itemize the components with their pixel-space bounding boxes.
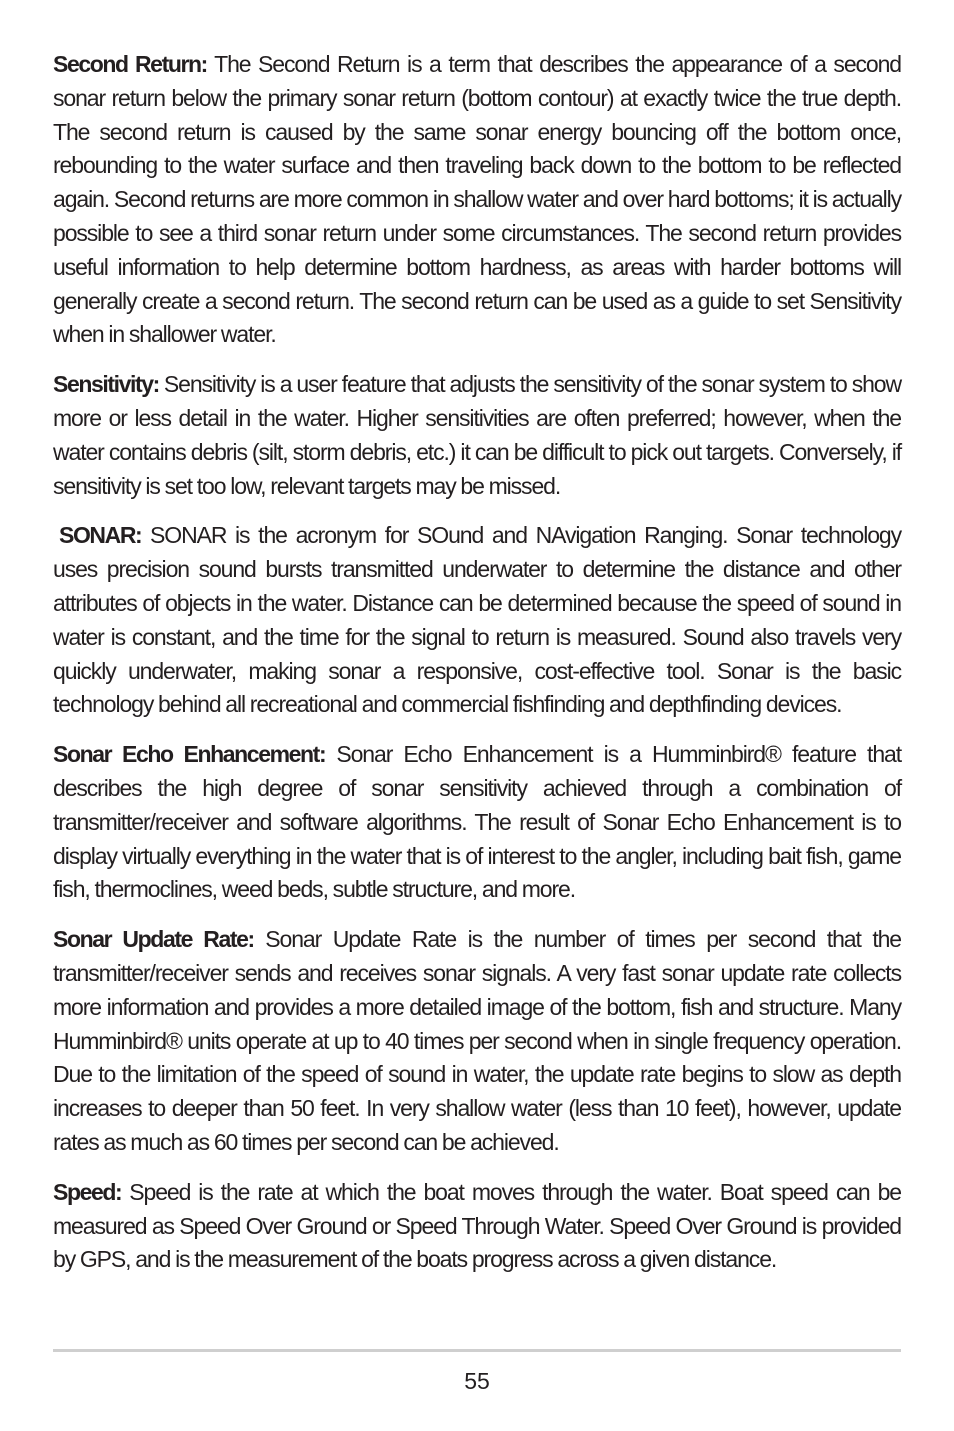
- glossary-page: [53, 48, 901, 1293]
- entry-term: Sensitivity:: [53, 371, 159, 398]
- entry-definition: The Second Return is a term that describes the appearance of a second sonar return below the primary sonar return (bottom contour) at exactly twice the true depth. The second return is caused by the same sonar energy bouncing off the bottom once, rebounding to the water surface and then traveling back down to the bottom to be reflected again. Second returns are more common in shallow water and over hard bottoms; it is actually possible to see a third sonar return under some circumstances. The second return provides useful information to help determine bottom hardness, as areas with harder bottoms will generally create a second return. The second return can be used as a guide to set Sensitivity when in shallower water.: [53, 51, 901, 348]
- page-number: 55: [464, 1368, 490, 1394]
- glossary-entry-second-return: [53, 48, 901, 352]
- entry-term: SONAR:: [59, 522, 142, 549]
- glossary-entry-sonar-echo-enhancement: [53, 738, 901, 907]
- footer-divider: [53, 1349, 901, 1352]
- glossary-entry-sensitivity: [53, 368, 901, 503]
- entry-definition: Sonar Echo Enhancement is a Humminbird® feature that describes the high degree of sonar sensitivity achieved through a combination of transmitter/receiver and software algorithms. The result of Sonar Echo Enhancement is to display virtually everything in the water that is of interest to the angler, including bait fish, game fish, thermoclines, weed beds, subtle structure, and more.: [53, 741, 902, 903]
- entry-definition: Speed is the rate at which the boat moves through the water. Boat speed can be measured as Speed Over Ground or Speed Through Water. Speed Over Ground is provided by GPS, and is the measurement of the boats progress across a given distance.: [53, 1178, 901, 1273]
- glossary-entry-sonar: [53, 519, 901, 722]
- glossary-entry-speed: [53, 1176, 901, 1277]
- entry-term: Sonar Echo Enhancement:: [53, 741, 326, 768]
- glossary-entry-sonar-update-rate: [53, 923, 901, 1160]
- entry-term: Second Return:: [53, 51, 207, 77]
- entry-definition: Sonar Update Rate is the number of times per second that the transmitter/receiver sends and receives sonar signals. A very fast sonar update rate collects more information and provides a more detailed image of the bottom, fish and structure. Many Humminbird® units operate at up to 40 times per second when in single frequency operation. Due to the limitation of the speed of sound in water, the update rate begins to slow as depth increases to deeper than 50 feet. In very shallow water (less than 10 feet), however, update rates as much as 60 times per second can be achieved.: [53, 926, 901, 1155]
- entry-definition: Sensitivity is a user feature that adjusts the sensitivity of the sonar system to show more or less detail in the water. Higher sensitivities are often preferred; however, when the water contains debris (silt, storm debris, etc.) it can be difficult to pick out targets. Conversely, if sensitivity is set too low, relevant targets may be missed.: [53, 371, 901, 499]
- entry-term: Sonar Update Rate:: [53, 926, 254, 953]
- entry-definition: SONAR is the acronym for SOund and NAvigation Ranging. Sonar technology uses precision sound bursts transmitted underwater to determine the distance and other attributes of objects in the water. Distance can be determined because the speed of sound in water is constant, and the time for the signal to return is measured. Sound also travels very quickly underwater, making sonar a responsive, cost-effective tool. Sonar is the basic technology behind all recreational and commercial fishfinding and depthfinding devices.: [53, 522, 901, 718]
- entry-term: Speed:: [53, 1178, 122, 1205]
